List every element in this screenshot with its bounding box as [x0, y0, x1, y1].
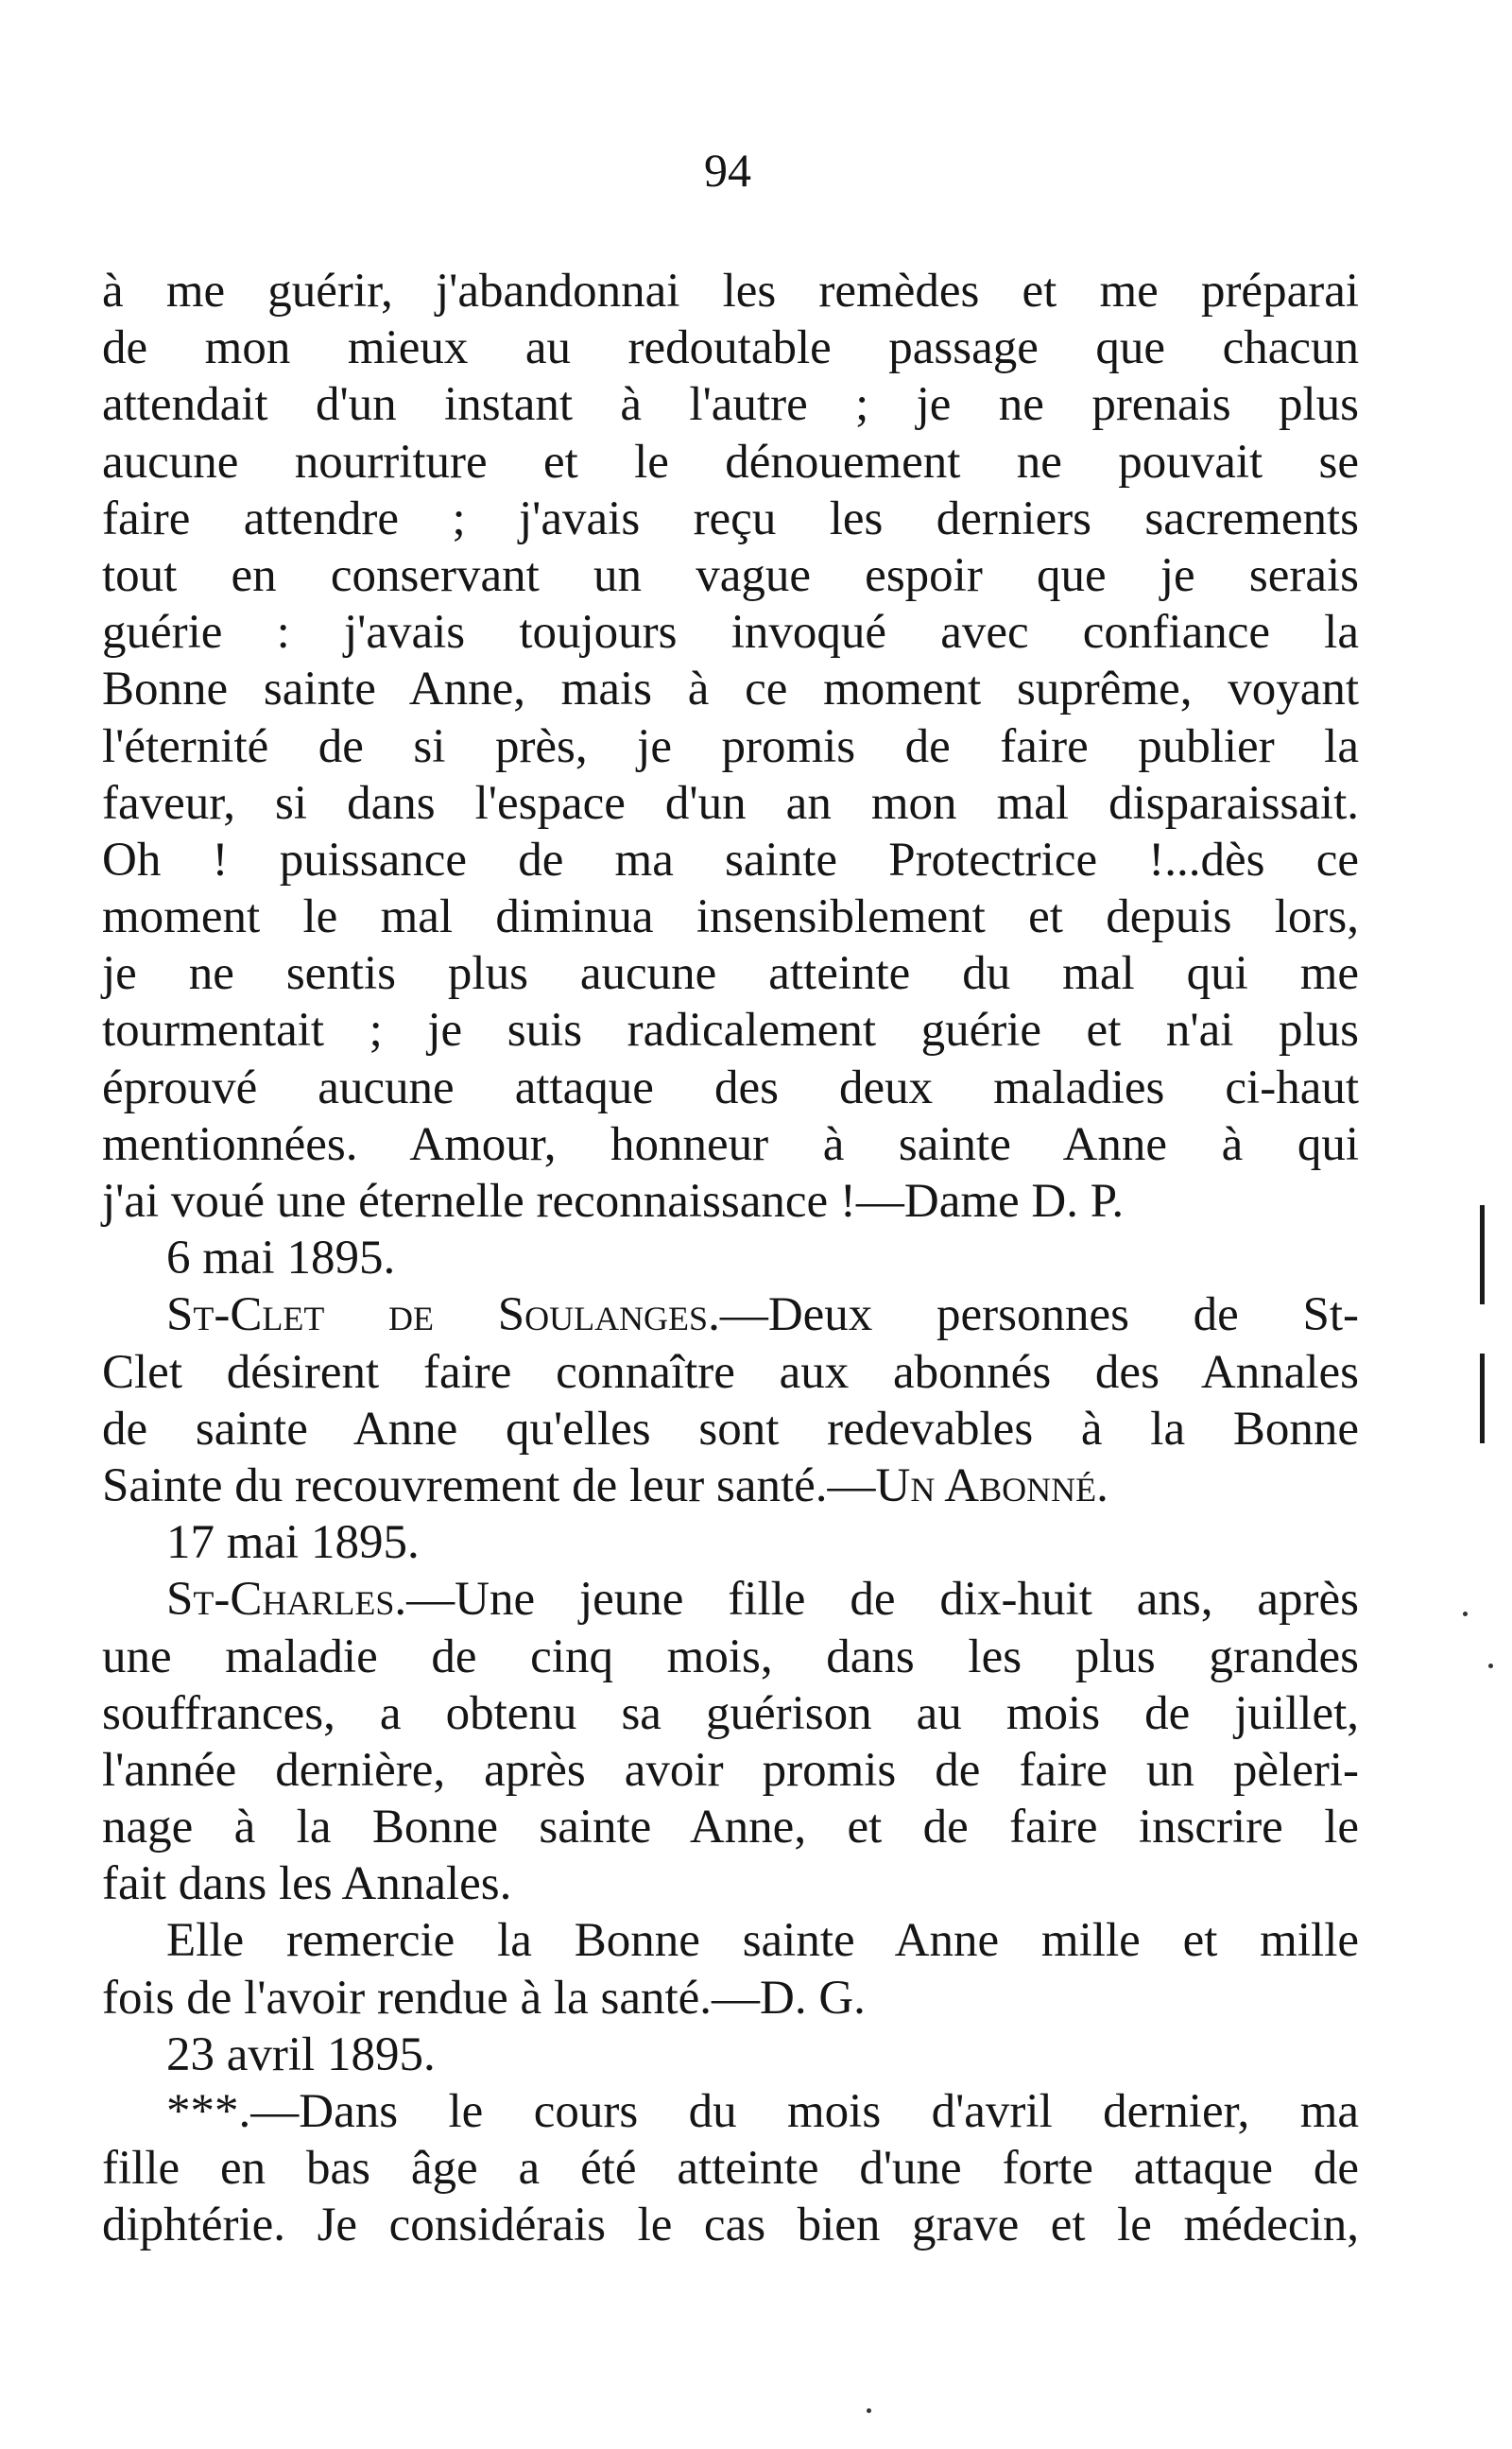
text-line — [102, 1912, 1359, 1969]
line-text: à me guérir, j'abandonnai les remèdes et me préparai — [102, 265, 1359, 318]
line-text: guérie : j'avais toujours invoqué avec confiance la — [102, 606, 1359, 660]
line-text: je ne sentis plus aucune atteinte du mal qui me — [102, 947, 1359, 1001]
text-line — [102, 1799, 1359, 1855]
text-line — [102, 1002, 1359, 1059]
line-text: Sainte du recouvrement de leur santé.— — [102, 1458, 876, 1512]
text-line — [102, 1173, 1359, 1230]
line-text: nage à la Bonne sainte Anne, et de faire inscrire le — [102, 1801, 1359, 1854]
line-text: faveur, si dans l'espace d'un an mon mal disparaissait. — [102, 776, 1359, 830]
line-text: l'éternité de si près, je promis de faire publier la — [102, 719, 1359, 773]
text-line — [102, 604, 1359, 661]
line-text: 23 avril 1895. — [166, 2027, 436, 2081]
line-text: Clet désirent faire connaître aux abonnés des Annales — [102, 1345, 1359, 1399]
text-line — [102, 263, 1359, 319]
margin-mark — [1480, 1354, 1485, 1443]
text-line — [102, 434, 1359, 491]
line-text: de mon mieux au redoutable passage que chacun — [102, 321, 1359, 375]
line-text: souffrances, a obtenu sa guérison au mois de juillet, — [102, 1686, 1359, 1740]
place-name: St-Charles. — [166, 1573, 407, 1627]
line-text: fait dans les Annales. — [102, 1857, 512, 1911]
line-text: faire attendre ; j'avais reçu les derniers sacrements — [102, 492, 1359, 545]
text-line — [102, 491, 1359, 547]
speck — [1463, 1612, 1468, 1616]
line-text: 17 mai 1895. — [166, 1516, 420, 1570]
text-line — [102, 832, 1359, 888]
text-line — [102, 1401, 1359, 1457]
text-line — [102, 1571, 1359, 1628]
text-line — [102, 1344, 1359, 1401]
line-text: éprouvé aucune attaque des deux maladies ci-haut — [102, 1061, 1359, 1114]
text-line — [102, 1855, 1359, 1912]
line-text: l'année dernière, après avoir promis de faire un pèleri- — [102, 1743, 1359, 1797]
line-text: tourmentait ; je suis radicalement guérie et n'ai plus — [102, 1004, 1359, 1058]
text-line — [102, 1457, 1359, 1514]
text-line — [102, 1742, 1359, 1799]
text-line — [102, 2083, 1359, 2140]
text-line — [102, 1116, 1359, 1173]
text-line — [102, 718, 1359, 775]
line-text: —Une jeune fille de dix-huit ans, après — [406, 1573, 1359, 1627]
line-text: de sainte Anne qu'elles sont redevables à la Bonne — [102, 1402, 1359, 1456]
text-line — [102, 945, 1359, 1002]
line-text: Oh ! puissance de ma sainte Protectrice !...dès ce — [102, 833, 1359, 887]
text-line — [102, 376, 1359, 433]
text-line — [102, 2026, 1359, 2083]
line-text: Elle remercie la Bonne sainte Anne mille et mille — [166, 1914, 1359, 1968]
margin-mark — [1480, 1205, 1485, 1304]
text-line — [102, 1685, 1359, 1742]
line-text: j'ai voué une éternelle reconnaissance !—Dame D. P. — [102, 1175, 1125, 1228]
line-text: une maladie de cinq mois, dans les plus grandes — [102, 1630, 1359, 1683]
text-line — [102, 1970, 1359, 2026]
line-text: —Deux personnes de St- — [719, 1288, 1359, 1342]
text-line — [102, 775, 1359, 832]
line-text: fois de l'avoir rendue à la santé.—D. G. — [102, 1971, 866, 2025]
page-number: 94 — [704, 144, 751, 197]
line-text: Bonne sainte Anne, mais à ce moment suprême, voyant — [102, 663, 1359, 716]
speck — [1488, 1664, 1493, 1668]
text-line — [102, 888, 1359, 945]
line-text: moment le mal diminua insensiblement et depuis lors, — [102, 890, 1359, 944]
text-line — [102, 1286, 1359, 1343]
text-line — [102, 2197, 1359, 2253]
body-text — [102, 263, 1359, 2254]
signature: Un Abonné. — [875, 1458, 1108, 1512]
line-text: attendait d'un instant à l'autre ; je ne prenais plus — [102, 378, 1359, 432]
place-name: St-Clet de Soulanges. — [166, 1288, 720, 1342]
speck — [867, 2408, 871, 2413]
line-text: tout en conservant un vague espoir que je serais — [102, 548, 1359, 602]
line-text: fille en bas âge a été atteinte d'une forte attaque de — [102, 2142, 1359, 2196]
text-line — [102, 1629, 1359, 1685]
text-line — [102, 2140, 1359, 2197]
line-text: ***.—Dans le cours du mois d'avril dernier, ma — [166, 2085, 1359, 2138]
text-line — [102, 547, 1359, 604]
text-line — [102, 319, 1359, 376]
text-line — [102, 1060, 1359, 1116]
line-text: 6 mai 1895. — [166, 1232, 396, 1285]
text-line — [102, 1230, 1359, 1286]
line-text: mentionnées. Amour, honneur à sainte Anne à qui — [102, 1117, 1359, 1171]
text-line — [102, 1514, 1359, 1571]
text-line — [102, 661, 1359, 717]
line-text: diphtérie. Je considérais le cas bien grave et le médecin, — [102, 2199, 1359, 2252]
line-text: aucune nourriture et le dénouement ne pouvait se — [102, 435, 1359, 489]
